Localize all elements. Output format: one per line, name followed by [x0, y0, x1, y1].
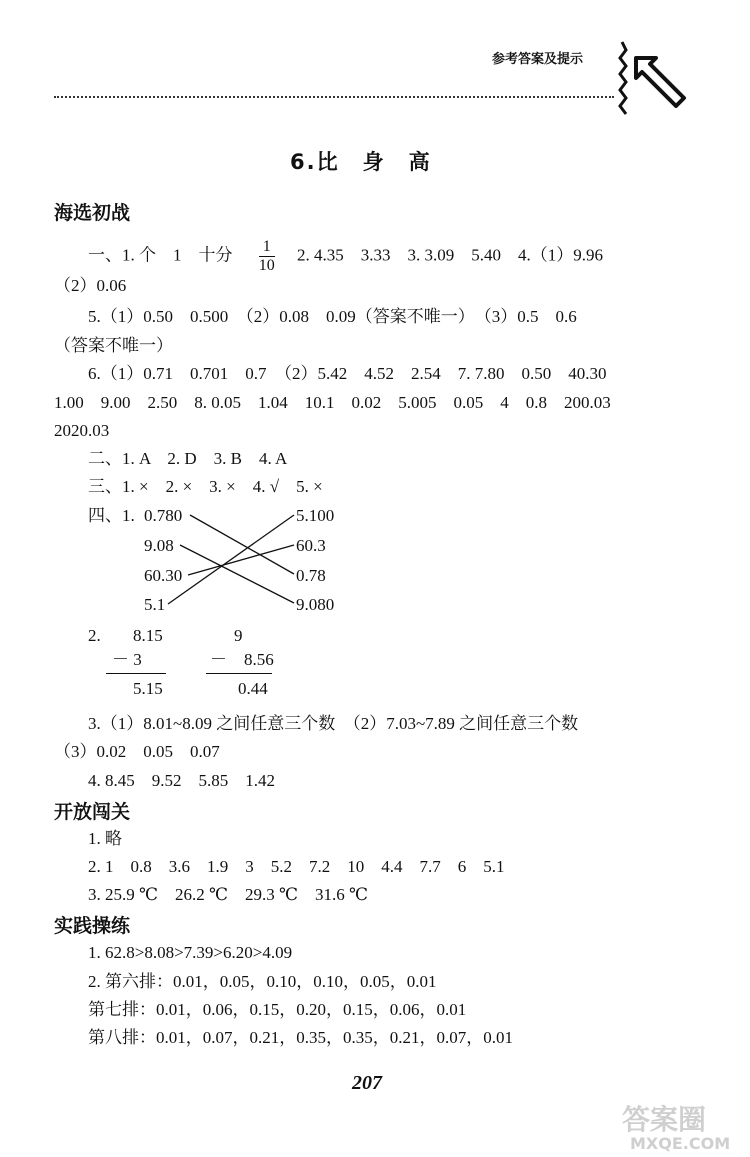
matching-line — [180, 545, 294, 603]
matching-left-item: 0.780 — [144, 506, 183, 525]
matching-left-item: 9.08 — [144, 536, 174, 555]
page-number: 207 — [352, 1072, 382, 1094]
answer-line: 3. 25.9 ℃ 26.2 ℃ 29.3 ℃ 31.6 ℃ — [88, 885, 369, 904]
answer-text: 2. 4.35 3.33 3. 3.09 5.40 4.（1）9.96 — [297, 245, 603, 265]
answer-line: 3.（1）8.01~8.09 之间任意三个数 （2）7.03~7.89 之间任意三个数 — [88, 714, 579, 733]
answer-line: 2. 第六排：0.01，0.05，0.10，0.10，0.05，0.01 — [88, 972, 437, 991]
answer-line: 1. 略 — [88, 829, 122, 848]
answer-line: 二、1. A 2. D 3. B 4. A — [88, 449, 288, 468]
answer-line: 6.（1）0.71 0.701 0.7 （2）5.42 4.52 2.54 7. 7.80 0.50 40.30 — [88, 364, 607, 383]
page-title: 6.比 身 高 — [290, 150, 432, 174]
answer-line: 1. 62.8>8.08>7.39>6.20>4.09 — [88, 943, 293, 962]
answer-line: （答案不唯一） — [54, 336, 173, 355]
answer-line: 第八排：0.01，0.07，0.21，0.35，0.35，0.21，0.07，0.01 — [88, 1028, 513, 1047]
calc-a-result: 5.15 — [133, 679, 163, 698]
header-title: 参考答案及提示 — [492, 52, 584, 67]
calc-b-operand: － 8.56 — [210, 650, 274, 669]
matching-right-item: 5.100 — [296, 506, 335, 525]
watermark-url: MXQE.COM — [630, 1134, 731, 1153]
answer-line: 1.00 9.00 2.50 8. 0.05 1.04 10.1 0.02 5.005 0.05 4 0.8 200.03 — [54, 393, 611, 412]
matching-right-item: 9.080 — [296, 595, 335, 614]
section-heading: 开放闯关 — [54, 801, 131, 823]
fraction-denominator: 10 — [258, 257, 275, 274]
answer-text: 一、1. 个 1 十分 — [88, 245, 233, 265]
matching-line — [188, 545, 294, 575]
calc-label: 2. — [88, 626, 101, 645]
matching-right-item: 60.3 — [296, 536, 326, 555]
calc-b-rule — [206, 673, 272, 674]
calc-a-rule — [106, 673, 166, 674]
answer-line: 5.（1）0.50 0.500 （2）0.08 0.09（答案不唯一） （3）0.5 0.6 — [88, 307, 577, 326]
matching-right-item: 0.78 — [296, 566, 326, 585]
answer-line: 三、1. × 2. × 3. × 4. √ 5. × — [88, 477, 323, 496]
calc-b-result: 0.44 — [238, 679, 268, 698]
calc-a-top: 8.15 — [133, 626, 163, 645]
fraction-numerator: 1 — [262, 238, 271, 255]
matching-prefix: 四、1. — [88, 506, 135, 525]
answer-line: 2. 1 0.8 3.6 1.9 3 5.2 7.2 10 4.4 7.7 6 5.1 — [88, 857, 505, 876]
matching-left-item: 60.30 — [144, 566, 183, 585]
section-heading: 海选初战 — [54, 202, 131, 224]
calc-a-operand: － 3 — [112, 650, 142, 669]
section-heading: 实践操练 — [54, 915, 131, 937]
matching-line — [190, 515, 294, 574]
matching-line — [168, 515, 294, 604]
answer-line: 4. 8.45 9.52 5.85 1.42 — [88, 771, 275, 790]
answer-line: 2020.03 — [54, 421, 110, 440]
answer-line: （2）0.06 — [54, 276, 127, 295]
answer-line: 第七排：0.01，0.06，0.15，0.20，0.15，0.06，0.01 — [88, 1000, 467, 1019]
answer-line: （3）0.02 0.05 0.07 — [54, 742, 220, 761]
watermark-logo: 答案圈 — [622, 1103, 707, 1136]
matching-left-item: 5.1 — [144, 595, 166, 614]
calc-b-top: 9 — [234, 626, 243, 645]
